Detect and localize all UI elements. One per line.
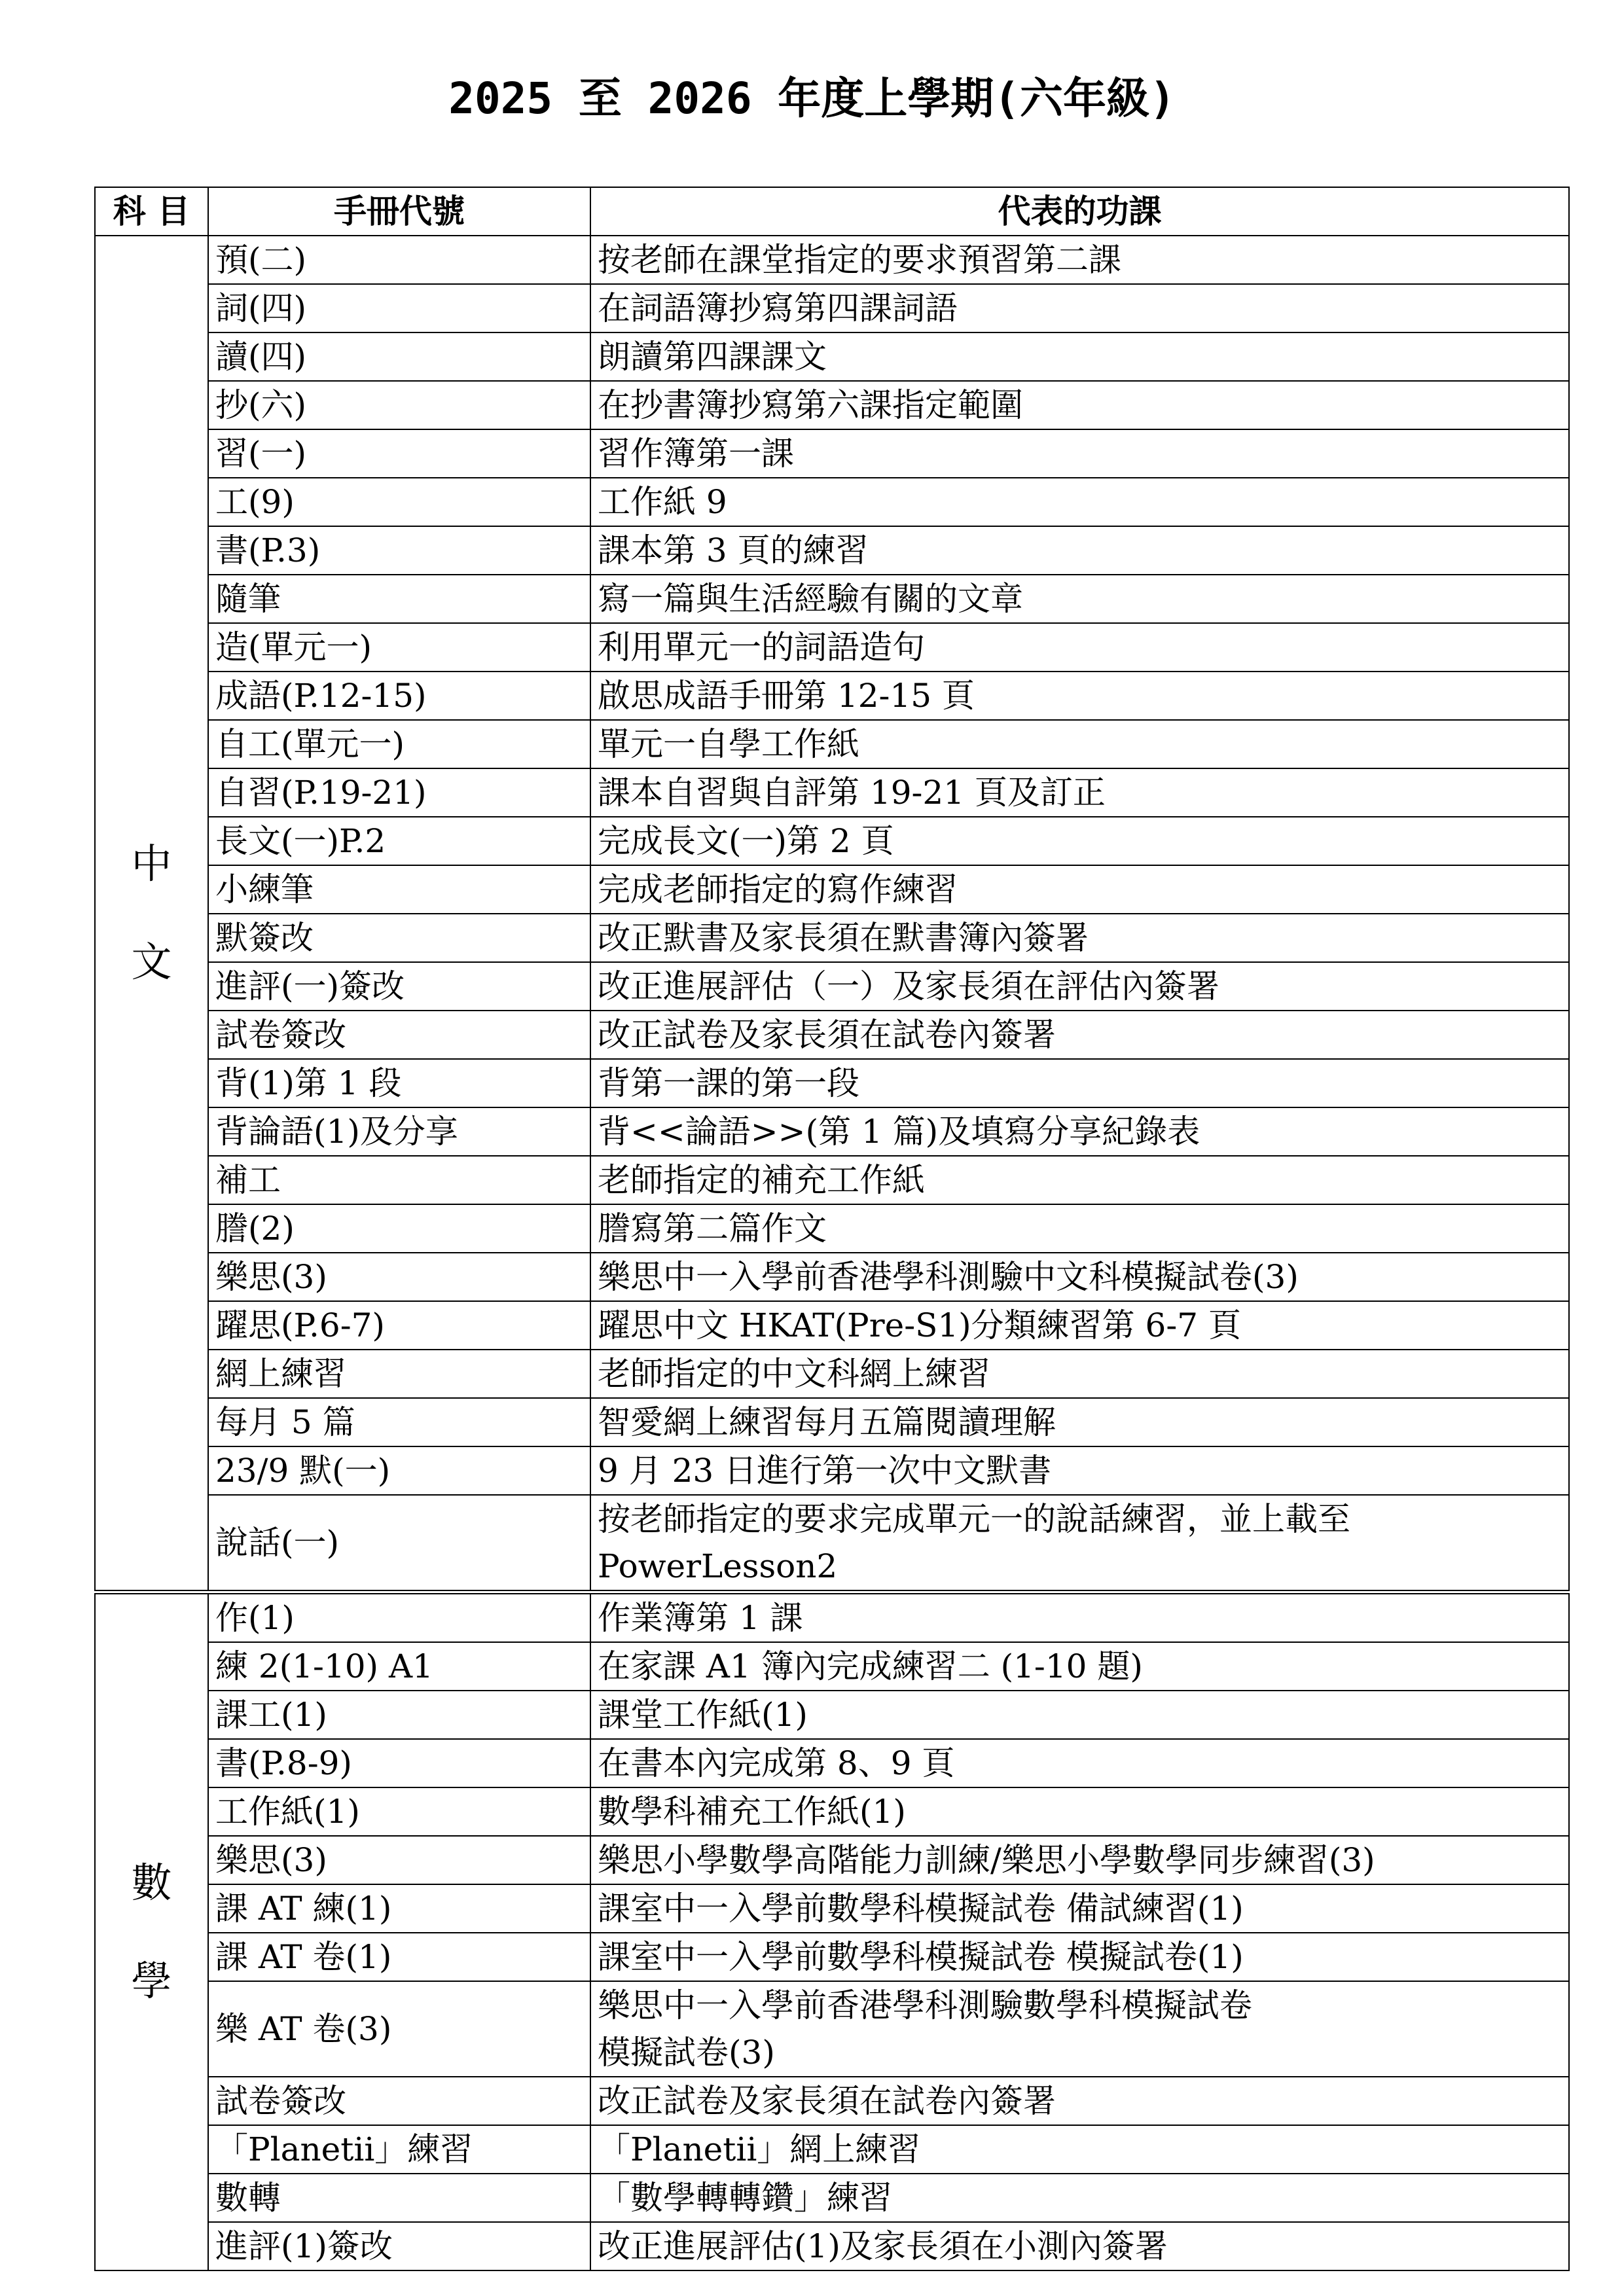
table-row <box>95 1787 1569 1836</box>
table-row <box>95 1691 1569 1739</box>
homework-code: 樂思(3) <box>208 1253 590 1301</box>
homework-description: 在抄書簿抄寫第六課指定範圍 <box>590 381 1569 429</box>
table-row <box>95 1107 1569 1156</box>
homework-code: 試卷簽改 <box>208 2077 590 2125</box>
homework-description: 樂思中一入學前香港學科測驗中文科模擬試卷(3) <box>590 1253 1569 1301</box>
homework-description: 改正默書及家長須在默書簿內簽署 <box>590 914 1569 962</box>
homework-description: 數學科補充工作紙(1) <box>590 1787 1569 1836</box>
homework-description: 老師指定的中文科網上練習 <box>590 1350 1569 1398</box>
homework-code: 詞(四) <box>208 284 590 332</box>
homework-description: 9 月 23 日進行第一次中文默書 <box>590 1446 1569 1495</box>
table-row <box>95 429 1569 478</box>
table-row <box>95 1204 1569 1253</box>
homework-code: 練 2(1-10) A1 <box>208 1642 590 1691</box>
homework-code: 預(二) <box>208 236 590 284</box>
header-subject: 科 目 <box>95 187 208 236</box>
homework-code: 網上練習 <box>208 1350 590 1398</box>
subject-cell-math <box>95 1592 208 2271</box>
homework-code: 抄(六) <box>208 381 590 429</box>
homework-code: 數轉 <box>208 2174 590 2222</box>
table-row <box>95 1836 1569 1884</box>
homework-description: 「Planetii」網上練習 <box>590 2125 1569 2174</box>
subject-char: 學 <box>131 1957 172 2005</box>
table-row <box>95 1398 1569 1446</box>
table-row <box>95 2174 1569 2222</box>
homework-description: 習作簿第一課 <box>590 429 1569 478</box>
homework-description: 「數學轉轉鑽」練習 <box>590 2174 1569 2222</box>
table-row <box>95 2222 1569 2270</box>
table-row <box>95 1495 1569 1592</box>
table-row <box>95 381 1569 429</box>
table-row <box>95 1981 1569 2077</box>
homework-description: 樂思小學數學高階能力訓練/樂思小學數學同步練習(3) <box>590 1836 1569 1884</box>
table-row <box>95 817 1569 865</box>
homework-code: 試卷簽改 <box>208 1011 590 1059</box>
description-line: 按老師指定的要求完成單元一的說話練習，並上載至 <box>598 1500 1350 1538</box>
homework-code: 「Planetii」練習 <box>208 2125 590 2174</box>
homework-code: 每月 5 篇 <box>208 1398 590 1446</box>
table-row <box>95 2125 1569 2174</box>
table-row <box>95 575 1569 623</box>
homework-code: 自工(單元一) <box>208 720 590 768</box>
homework-description: 按老師在課堂指定的要求預習第二課 <box>590 236 1569 284</box>
homework-code-table <box>94 187 1570 2271</box>
table-row <box>95 1884 1569 1933</box>
subject-char: 文 <box>131 938 172 986</box>
homework-code: 工作紙(1) <box>208 1787 590 1836</box>
homework-description: 寫一篇與生活經驗有關的文章 <box>590 575 1569 623</box>
table-row <box>95 526 1569 575</box>
homework-code: 工(9) <box>208 478 590 526</box>
homework-code: 造(單元一) <box>208 623 590 672</box>
homework-description: 改正試卷及家長須在試卷內簽署 <box>590 1011 1569 1059</box>
table-row <box>95 720 1569 768</box>
header-code: 手冊代號 <box>208 187 590 236</box>
homework-description: 工作紙 9 <box>590 478 1569 526</box>
table-row <box>95 1253 1569 1301</box>
homework-description: 在家課 A1 簿內完成練習二 (1-10 題) <box>590 1642 1569 1691</box>
homework-code: 小練筆 <box>208 865 590 914</box>
description-line: 模擬試卷(3) <box>598 2034 775 2072</box>
homework-code: 書(P.3) <box>208 526 590 575</box>
table-row <box>95 2077 1569 2125</box>
homework-code: 補工 <box>208 1156 590 1204</box>
homework-code: 樂 AT 卷(3) <box>208 1981 590 2077</box>
header-meaning: 代表的功課 <box>590 187 1569 236</box>
table-row <box>95 1592 1569 1643</box>
homework-code: 書(P.8-9) <box>208 1739 590 1787</box>
table-row <box>95 1301 1569 1350</box>
homework-description: 朗讀第四課課文 <box>590 332 1569 381</box>
table-row <box>95 1011 1569 1059</box>
homework-code: 成語(P.12-15) <box>208 672 590 720</box>
table-row <box>95 1059 1569 1107</box>
homework-description: 完成長文(一)第 2 頁 <box>590 817 1569 865</box>
homework-code: 謄(2) <box>208 1204 590 1253</box>
table-row <box>95 672 1569 720</box>
subject-char: 中 <box>131 840 172 888</box>
homework-description: 課本自習與自評第 19-21 頁及訂正 <box>590 768 1569 817</box>
homework-description: 在書本內完成第 8、9 頁 <box>590 1739 1569 1787</box>
table-row <box>95 236 1569 284</box>
homework-description: 背第一課的第一段 <box>590 1059 1569 1107</box>
homework-code: 長文(一)P.2 <box>208 817 590 865</box>
homework-code: 背(1)第 1 段 <box>208 1059 590 1107</box>
homework-code: 習(一) <box>208 429 590 478</box>
homework-description: 老師指定的補充工作紙 <box>590 1156 1569 1204</box>
homework-code: 課 AT 練(1) <box>208 1884 590 1933</box>
table-row <box>95 768 1569 817</box>
table-row <box>95 914 1569 962</box>
homework-description <box>590 1495 1569 1592</box>
subject-cell-chinese <box>95 236 208 1592</box>
homework-description: 啟思成語手冊第 12-15 頁 <box>590 672 1569 720</box>
homework-description: 課室中一入學前數學科模擬試卷 備試練習(1) <box>590 1884 1569 1933</box>
table-row <box>95 623 1569 672</box>
table-row <box>95 1350 1569 1398</box>
homework-code: 背論語(1)及分享 <box>208 1107 590 1156</box>
table-row <box>95 1642 1569 1691</box>
homework-code: 進評(一)簽改 <box>208 962 590 1011</box>
homework-code: 說話(一) <box>208 1495 590 1592</box>
table-row <box>95 1933 1569 1981</box>
homework-code: 默簽改 <box>208 914 590 962</box>
homework-code: 進評(1)簽改 <box>208 2222 590 2270</box>
homework-code: 樂思(3) <box>208 1836 590 1884</box>
homework-description: 課堂工作紙(1) <box>590 1691 1569 1739</box>
description-line: PowerLesson2 <box>598 1547 838 1585</box>
homework-code: 讀(四) <box>208 332 590 381</box>
table-row <box>95 284 1569 332</box>
table-row <box>95 1446 1569 1495</box>
homework-code: 自習(P.19-21) <box>208 768 590 817</box>
homework-description: 謄寫第二篇作文 <box>590 1204 1569 1253</box>
table-row <box>95 1156 1569 1204</box>
homework-description: 利用單元一的詞語造句 <box>590 623 1569 672</box>
homework-description: 改正試卷及家長須在試卷內簽署 <box>590 2077 1569 2125</box>
table-header-row <box>95 187 1569 236</box>
description-line: 樂思中一入學前香港學科測驗數學科模擬試卷 <box>598 1986 1252 2024</box>
homework-description: 在詞語簿抄寫第四課詞語 <box>590 284 1569 332</box>
homework-description: 作業簿第 1 課 <box>590 1592 1569 1643</box>
table-row <box>95 865 1569 914</box>
table-row <box>95 332 1569 381</box>
homework-description <box>590 1981 1569 2077</box>
table-row <box>95 962 1569 1011</box>
page-title: 2025 至 2026 年度上學期(六年級) <box>448 73 1176 124</box>
table-row <box>95 1739 1569 1787</box>
homework-description: 背<<論語>>(第 1 篇)及填寫分享紀錄表 <box>590 1107 1569 1156</box>
homework-description: 課室中一入學前數學科模擬試卷 模擬試卷(1) <box>590 1933 1569 1981</box>
homework-code: 課 AT 卷(1) <box>208 1933 590 1981</box>
homework-code: 隨筆 <box>208 575 590 623</box>
table-row <box>95 478 1569 526</box>
homework-code: 作(1) <box>208 1592 590 1643</box>
homework-description: 智愛網上練習每月五篇閱讀理解 <box>590 1398 1569 1446</box>
subject-char: 數 <box>131 1859 172 1907</box>
homework-description: 躍思中文 HKAT(Pre-S1)分類練習第 6-7 頁 <box>590 1301 1569 1350</box>
homework-description: 完成老師指定的寫作練習 <box>590 865 1569 914</box>
homework-description: 改正進展評估(1)及家長須在小測內簽署 <box>590 2222 1569 2270</box>
homework-description: 課本第 3 頁的練習 <box>590 526 1569 575</box>
homework-description: 改正進展評估（一）及家長須在評估內簽署 <box>590 962 1569 1011</box>
homework-code: 躍思(P.6-7) <box>208 1301 590 1350</box>
homework-code: 課工(1) <box>208 1691 590 1739</box>
homework-description: 單元一自學工作紙 <box>590 720 1569 768</box>
homework-code: 23/9 默(一) <box>208 1446 590 1495</box>
